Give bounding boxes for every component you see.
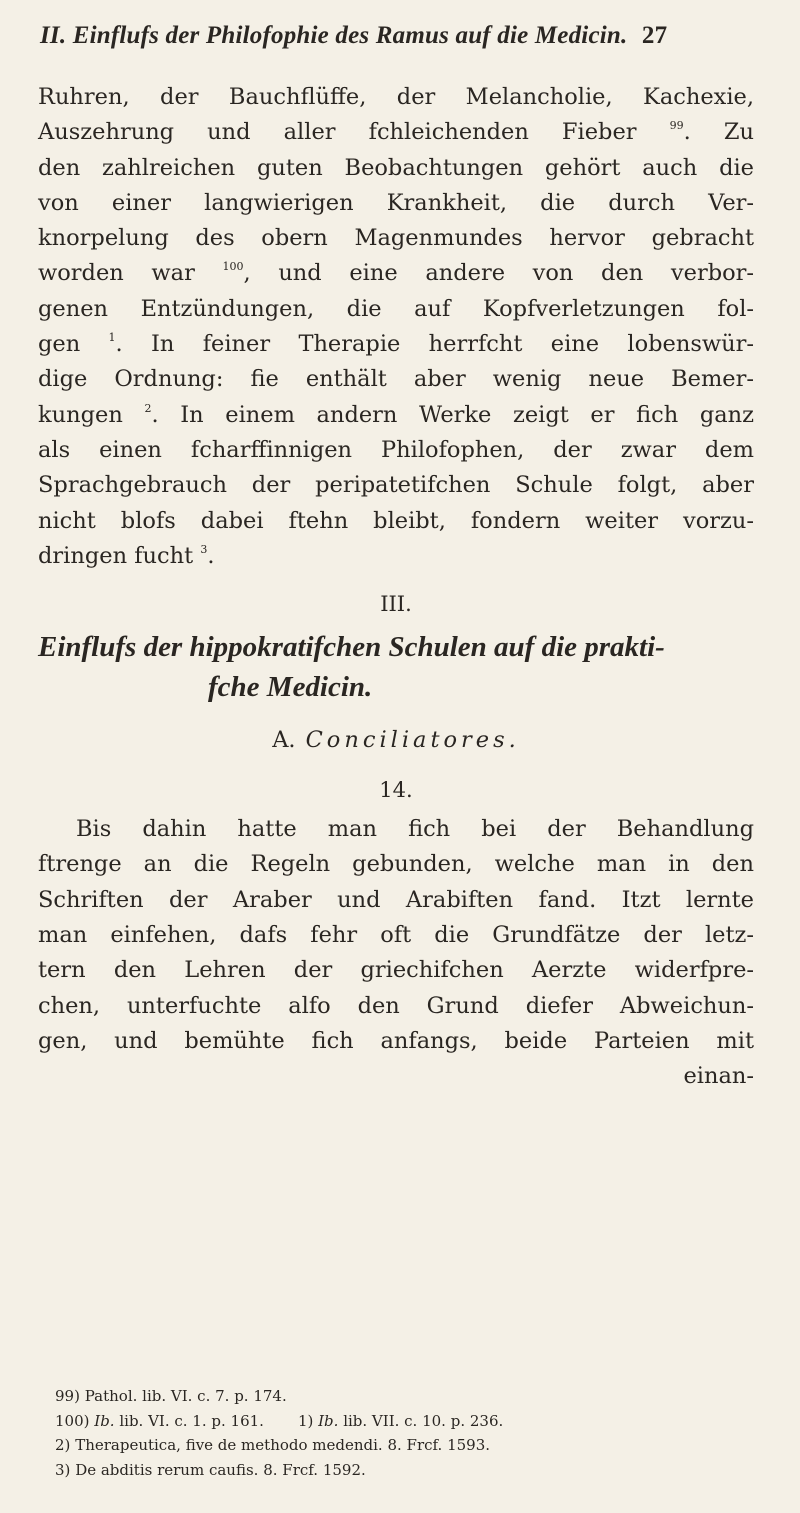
text-line: kungen $^2$. In einem andern Werke zeigt er fich ganz — [38, 401, 755, 428]
text-line: tern den Lehren der griechifchen Aerzte widerfpre- — [38, 957, 754, 984]
text-line: Auszehrung und aller fchleichenden Fieber $^{99}$. Zu — [38, 119, 754, 146]
text-line: Ruhren, der Bauchflüffe, der Melancholie, Kachexie, — [38, 84, 754, 110]
text-line: gen $^1$. In feiner Therapie herrfcht eine lobenswür- — [38, 331, 754, 358]
footnote-ref: 2 — [144, 401, 152, 415]
text-line: gen, und bemühte fich anfangs, beide Parteien mit — [38, 1027, 754, 1054]
section-title-line-1: Einflufs der hippokratifchen Schulen auf die prakti- — [38, 631, 665, 664]
footnote-ref: 1 — [108, 331, 116, 345]
footnote-ref: 100 — [222, 260, 244, 274]
section-number: III. — [380, 592, 412, 617]
text-line: den zahlreichen guten Beobachtungen gehört auch die — [38, 154, 754, 181]
subsection-letter: A. — [272, 727, 296, 754]
text-line: nicht blofs dabei ftehn bleibt, fondern weiter vorzu- — [38, 507, 754, 534]
text-line: dige Ordnung: fie enthält aber wenig neue Bemer- — [38, 366, 754, 393]
page-body — [38, 80, 754, 1095]
footnotes — [55, 1384, 755, 1482]
section-title-line-2: fche Medicin. — [208, 671, 373, 704]
text-line: von einer langwierigen Krankheit, die durch Ver- — [38, 189, 754, 216]
text-line: als einen fcharffinnigen Philofophen, der zwar dem — [38, 436, 754, 463]
footnote: 99) Pathol. lib. VI. c. 7. p. 174. — [55, 1387, 287, 1405]
footnote: 2) Therapeutica, five de methodo medendi. 8. Frcf. 1593. — [55, 1436, 491, 1454]
paragraph-number: 14. — [379, 778, 413, 803]
text-line: Schriften der Araber und Arabiften fand. Itzt lernte — [38, 886, 754, 913]
catchword: einan- — [683, 1063, 754, 1090]
footnote: 3) De abditis rerum caufis. 8. Frcf. 1592. — [55, 1460, 366, 1479]
text-line: dringen fucht $^3$. — [38, 542, 215, 569]
text-line: Bis dahin hatte man fich bei der Behandlung — [76, 816, 754, 843]
subsection-heading — [38, 713, 754, 768]
footnote-ref: 3 — [200, 542, 208, 556]
text-line: man einfehen, dafs fehr oft die Grundfätze der letz- — [38, 922, 754, 949]
text-line: ftrenge an die Regeln gebunden, welche man in den — [38, 851, 754, 878]
page-number: 27 — [641, 22, 668, 49]
footnote: 100) Ib. lib. VI. c. 1. p. 161. 1) Ib. lib. VII. c. 10. p. 236. — [55, 1411, 504, 1430]
text-line: genen Entzündungen, die auf Kopfverletzungen fol- — [38, 295, 754, 322]
paragraph-2 — [38, 812, 754, 1094]
text-line: chen, unterfuchte alfo den Grund diefer Abweichun- — [38, 992, 754, 1019]
paragraph-1 — [38, 80, 754, 574]
text-line: Sprachgebrauch der peripatetifchen Schule folgt, aber — [38, 472, 754, 499]
text-line: worden war $^{100}$, und eine andere von den verbor- — [38, 260, 755, 287]
subsection-title: Conciliatores. — [305, 727, 520, 754]
running-title: II. Einflufs der Philofophie des Ramus auf die Medicin. — [40, 22, 628, 49]
footnote-ref: 99 — [669, 119, 684, 133]
running-header — [40, 22, 740, 50]
text-line: knorpelung des obern Magenmundes hervor gebracht — [38, 225, 754, 252]
